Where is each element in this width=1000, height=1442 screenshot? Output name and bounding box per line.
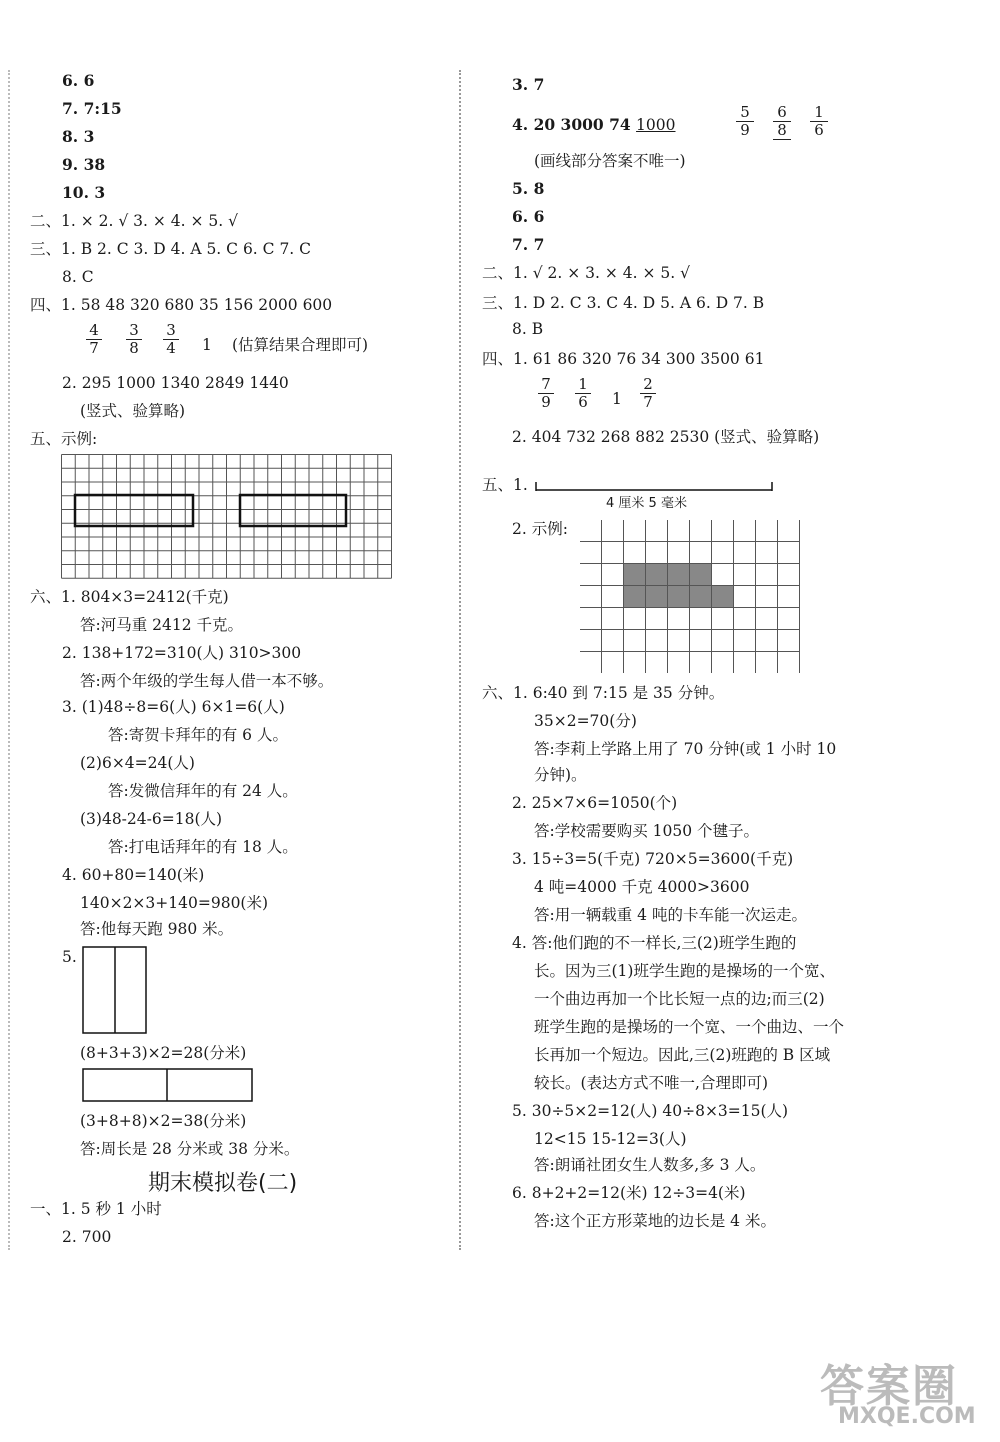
r-liu-1-a: 六、1. 6:40 到 7:15 是 35 分钟。 [482, 684, 725, 702]
line-segment-figure [534, 478, 776, 494]
r-liu-5-b: 12<15 15-12=3(人) [534, 1130, 687, 1148]
fraction: $\frac{2}{7}$ [640, 376, 656, 411]
r-liu-1-c: 答:李莉上学路上用了 70 分钟(或 1 小时 10 [534, 740, 837, 758]
liu-3-eq3: (3)48-24-6=18(人) [80, 810, 223, 828]
r-liu-3-b: 4 吨=4000 千克 4000>3600 [534, 878, 750, 896]
fraction: $\frac{5}{9}$ [736, 104, 754, 139]
yi-2: 2. 700 [62, 1228, 112, 1246]
liu-4-eq2: 140×2×3+140=980(米) [80, 894, 269, 912]
rectangle-a [75, 495, 193, 526]
answer-8: 8. 3 [62, 127, 95, 146]
r-liu-1-b: 35×2=70(分) [534, 712, 637, 730]
liu-3-ans2: 答:发微信拜年的有 24 人。 [108, 782, 298, 800]
r-liu-5-a: 5. 30÷5×2=12(人) 40÷8×3=15(人) [512, 1102, 789, 1120]
section-san-8: 8. C [62, 268, 94, 286]
watermark-url: MXQE.COM [838, 1404, 976, 1429]
answer-7: 7. 7:15 [62, 99, 122, 118]
r-section-si-1: 四、1. 61 86 320 76 34 300 3500 61 [482, 350, 765, 368]
fraction: $\frac{3}{4}$ [163, 322, 179, 357]
r-section-san-8: 8. B [512, 320, 544, 338]
liu-1-eq: 六、1. 804×3=2412(千克) [30, 588, 229, 606]
yi-1: 一、1. 5 秒 1 小时 [30, 1200, 162, 1218]
liu-5-label: 5. [62, 948, 77, 966]
fraction: $\frac{1}{6}$ [575, 376, 591, 411]
r-answer-6: 6. 6 [512, 207, 545, 226]
r-section-er: 二、1. √ 2. × 3. × 4. × 5. √ [482, 264, 691, 282]
r-liu-3-a: 3. 15÷3=5(千克) 720×5=3600(千克) [512, 850, 794, 868]
r-liu-6-a: 6. 8+2+2=12(米) 12÷3=4(米) [512, 1184, 746, 1202]
r-answer-4: 4. 20 3000 74 1000 [512, 115, 676, 134]
section-wu: 五、示例: [30, 430, 98, 448]
fraction: $\frac{6}{8}$ [773, 104, 791, 140]
r-liu-4-a: 4. 答:他们跑的不一样长,三(2)班学生跑的 [512, 934, 797, 952]
r-liu-4-f: 较长。(表达方式不唯一,合理即可) [534, 1074, 769, 1092]
watermark-logo: 答案圈 [820, 1361, 958, 1412]
r-liu-3-c: 答:用一辆载重 4 吨的卡车能一次运走。 [534, 906, 807, 924]
underlined-value: 1000 [636, 116, 676, 134]
liu-2-eq: 2. 138+172=310(人) 310>300 [62, 644, 302, 662]
liu-5-eq1: (8+3+3)×2=28(分米) [80, 1044, 247, 1062]
fraction: $\frac{1}{6}$ [810, 104, 828, 139]
section-si-2: 2. 295 1000 1340 2849 1440 [62, 374, 289, 392]
r-section-san: 三、1. D 2. C 3. C 4. D 5. A 6. D 7. B [482, 294, 765, 312]
shaded-cells-bottom [624, 586, 734, 608]
r-liu-2-a: 2. 25×7×6=1050(个) [512, 794, 678, 812]
r-section-wu-2: 2. 示例: [512, 520, 568, 538]
r-answer-4-note: (画线部分答案不唯一) [534, 152, 686, 170]
r-liu-4-e: 长再加一个短边。因此,三(2)班跑的 B 区域 [534, 1046, 831, 1064]
shaded-grid-figure [580, 520, 801, 673]
r-answer-5: 5. 8 [512, 179, 545, 198]
section-er: 二、1. × 2. √ 3. × 4. × 5. √ [30, 212, 239, 230]
answer-9: 9. 38 [62, 155, 106, 174]
r-liu-2-b: 答:学校需要购买 1050 个毽子。 [534, 822, 760, 840]
fraction: $\frac{7}{9}$ [538, 376, 554, 411]
section-si-1: 四、1. 58 48 320 680 35 156 2000 600 [30, 296, 333, 314]
liu-3-eq1: 3. (1)48÷8=6(人) 6×1=6(人) [62, 698, 285, 716]
liu-1-ans: 答:河马重 2412 千克。 [80, 616, 244, 634]
liu-4-eq1: 4. 60+80=140(米) [62, 866, 205, 884]
r-liu-4-d: 班学生跑的是操场的一个宽、一个曲边、一个 [534, 1018, 845, 1036]
liu-2-ans: 答:两个年级的学生每人借一本不够。 [80, 672, 334, 690]
left-edge-perforation [8, 70, 10, 1250]
whole-number: 1 [202, 336, 212, 354]
answer-6: 6. 6 [62, 71, 95, 90]
estimate-note: (估算结果合理即可) [232, 336, 369, 354]
r-answer-7: 7. 7 [512, 235, 545, 254]
liu-3-ans1: 答:寄贺卡拜年的有 6 人。 [108, 726, 288, 744]
r-answer-3: 3. 7 [512, 75, 545, 94]
grid-rectangles-figure [61, 454, 396, 581]
whole-number: 1 [612, 390, 622, 408]
r-liu-4-c: 一个曲边再加一个比长短一点的边;而三(2) [534, 990, 825, 1008]
rectangle-b [240, 495, 346, 526]
wide-rectangle-figure [82, 1068, 254, 1104]
answer-10: 10. 3 [62, 183, 106, 202]
liu-3-eq2: (2)6×4=24(人) [80, 754, 195, 772]
column-divider [459, 70, 461, 1250]
r-section-wu-1: 五、1. [482, 476, 528, 494]
liu-3-ans3: 答:打电话拜年的有 18 人。 [108, 838, 298, 856]
segment-length-label: 4 厘米 5 毫米 [606, 496, 687, 511]
tall-rectangle-figure [82, 946, 148, 1036]
r-liu-5-c: 答:朗诵社团女生人数多,多 3 人。 [534, 1156, 766, 1174]
r-liu-1-d: 分钟)。 [534, 766, 587, 784]
liu-4-ans: 答:他每天跑 980 米。 [80, 920, 234, 938]
si-2-note: (竖式、验算略) [80, 402, 186, 420]
section-san: 三、1. B 2. C 3. D 4. A 5. C 6. C 7. C [30, 240, 312, 258]
r-liu-6-b: 答:这个正方形菜地的边长是 4 米。 [534, 1212, 776, 1230]
fraction: $\frac{3}{8}$ [126, 322, 142, 357]
liu-5-ans: 答:周长是 28 分米或 38 分米。 [80, 1140, 300, 1158]
exam-title: 期末模拟卷(二) [148, 1171, 298, 1196]
r-liu-4-b: 长。因为三(1)班学生跑的是操场的一个宽、 [534, 962, 835, 980]
liu-5-eq2: (3+8+8)×2=38(分米) [80, 1112, 247, 1130]
r-section-si-2: 2. 404 732 268 882 2530 (竖式、验算略) [512, 428, 820, 446]
fraction: $\frac{4}{7}$ [86, 322, 102, 357]
